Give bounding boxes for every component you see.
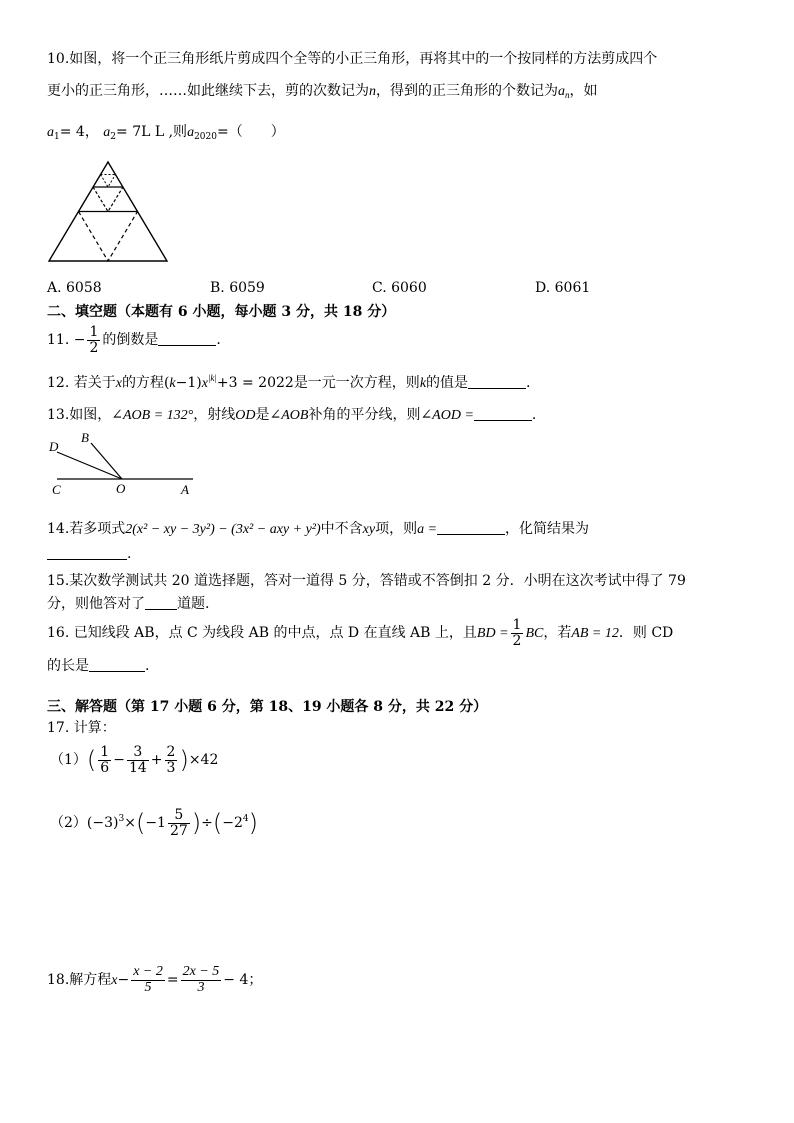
q16-line2: 的长是 . bbox=[47, 658, 150, 674]
q10-text-b: ，得到的正三角形的个数记为 bbox=[376, 83, 558, 99]
a2-var: a bbox=[103, 125, 111, 140]
q17-part2: $(2)(-3)^3\times(-1$ $\frac{5}{27}$ )$\div(-2^4)$ bbox=[50, 807, 259, 839]
q10-line3 bbox=[47, 121, 285, 142]
ray-ob bbox=[91, 443, 122, 479]
section2-heading: 二、填空题（本题有 6 小题，每小题 3 分，共 18 分） bbox=[47, 304, 396, 320]
a2020-var: a bbox=[187, 125, 195, 140]
a2-sub: 2 bbox=[110, 132, 117, 142]
q16-fraction: $\frac{1}{2}$ bbox=[512, 617, 522, 649]
q13: 13.如图，∠AOB = 132°，射线OD是∠AOB补角的平分线，则∠AOD = . bbox=[47, 407, 537, 423]
q11-fraction: $\frac{1}{2}$ bbox=[89, 324, 99, 356]
label-b: B bbox=[81, 430, 89, 445]
a1-rhs: = 4， bbox=[59, 124, 99, 140]
q11: 11. − $\frac{1}{2}$ 的倒数是 . bbox=[47, 324, 221, 356]
q10-line1: 10.如图，将一个正三角形纸片剪成四个全等的小正三角形，再将其中的一个按同样的方法剪成四个 bbox=[47, 51, 658, 67]
q17-title: 17. 计算： bbox=[47, 720, 116, 736]
label-a: A bbox=[181, 482, 189, 497]
q11-text: 的倒数是 bbox=[102, 332, 159, 349]
q16-blank[interactable] bbox=[89, 659, 145, 672]
a2-rhs: = 7L L ,则 bbox=[116, 124, 188, 140]
sub-n: n bbox=[565, 90, 570, 100]
label-d: D bbox=[49, 439, 59, 454]
section3-heading: 三、解答题（第 17 小题 6 分，第 18、19 小题各 8 分，共 22 分） bbox=[47, 699, 488, 715]
label-o: O bbox=[116, 481, 126, 496]
dashed-inner-2 bbox=[93, 187, 123, 212]
q10-text-a: 更小的正三角形，……如此继续下去，剪的次数记为 bbox=[47, 83, 369, 99]
ray-od bbox=[57, 452, 122, 479]
q11-blank[interactable] bbox=[158, 333, 216, 346]
option-d: D. 6061 bbox=[535, 280, 591, 296]
q10-text-c: ，如 bbox=[569, 83, 598, 99]
var-a: a bbox=[558, 84, 565, 99]
q14-blank-result[interactable] bbox=[47, 547, 127, 560]
q16-line1: 16. 已知线段 AB，点 C 为线段 AB 的中点，点 D 在直线 AB 上，且BD = $\frac{1}{2}$ BC，若AB = 12．则 CD bbox=[47, 617, 674, 649]
q17-part1: （1）( $\frac{1}{6}$ − $\frac{3}{14}$ + $\frac{2}{3}$ )×42 bbox=[50, 744, 219, 776]
q10-line2 bbox=[47, 80, 598, 100]
q14-blank-a[interactable] bbox=[437, 522, 505, 535]
q12: 12. 若关于x的方程$(k-1)x^{|k|}+3 = 2022$是一元一次方程，则k的值是 . bbox=[47, 373, 531, 391]
var-n: n bbox=[369, 84, 376, 99]
q11-num: 11. bbox=[47, 332, 70, 349]
a2020-sub: 2020 bbox=[194, 132, 217, 142]
q14: 14.若多项式2(x² − xy − 3y²) − (3x² − axy + y²)中不含xy项，则a = ，化简结果为 bbox=[47, 521, 590, 537]
q15-blank[interactable] bbox=[145, 597, 177, 610]
option-a: A. 6058 bbox=[47, 280, 102, 296]
q10-ask: =（ ） bbox=[216, 124, 285, 140]
q18: 18.解方程x− $\frac{x - 2}{5}$ = $\frac{2x - 5}{3}$ − 4； bbox=[47, 964, 263, 995]
q11-minus: − bbox=[73, 332, 86, 349]
q13-blank[interactable] bbox=[474, 408, 532, 421]
option-c: C. 6060 bbox=[372, 280, 427, 296]
triangle-figure bbox=[47, 160, 169, 264]
a1-sub: 1 bbox=[54, 132, 60, 142]
dashed-inner-1 bbox=[79, 212, 138, 262]
label-c: C bbox=[52, 482, 61, 497]
q15-line1: 15.某次数学测试共 20 道选择题，答对一道得 5 分，答错或不答倒扣 2 分．小明在这次考试中得了 79 bbox=[47, 573, 686, 589]
dashed-inner-3 bbox=[101, 175, 116, 188]
angle-figure bbox=[45, 428, 200, 500]
q15-line2: 分，则他答对了 道题. bbox=[47, 596, 210, 612]
q12-blank[interactable] bbox=[468, 376, 526, 389]
option-b: B. 6059 bbox=[210, 280, 265, 296]
q14-line2: . bbox=[47, 546, 131, 562]
a1-var: a bbox=[47, 125, 54, 140]
